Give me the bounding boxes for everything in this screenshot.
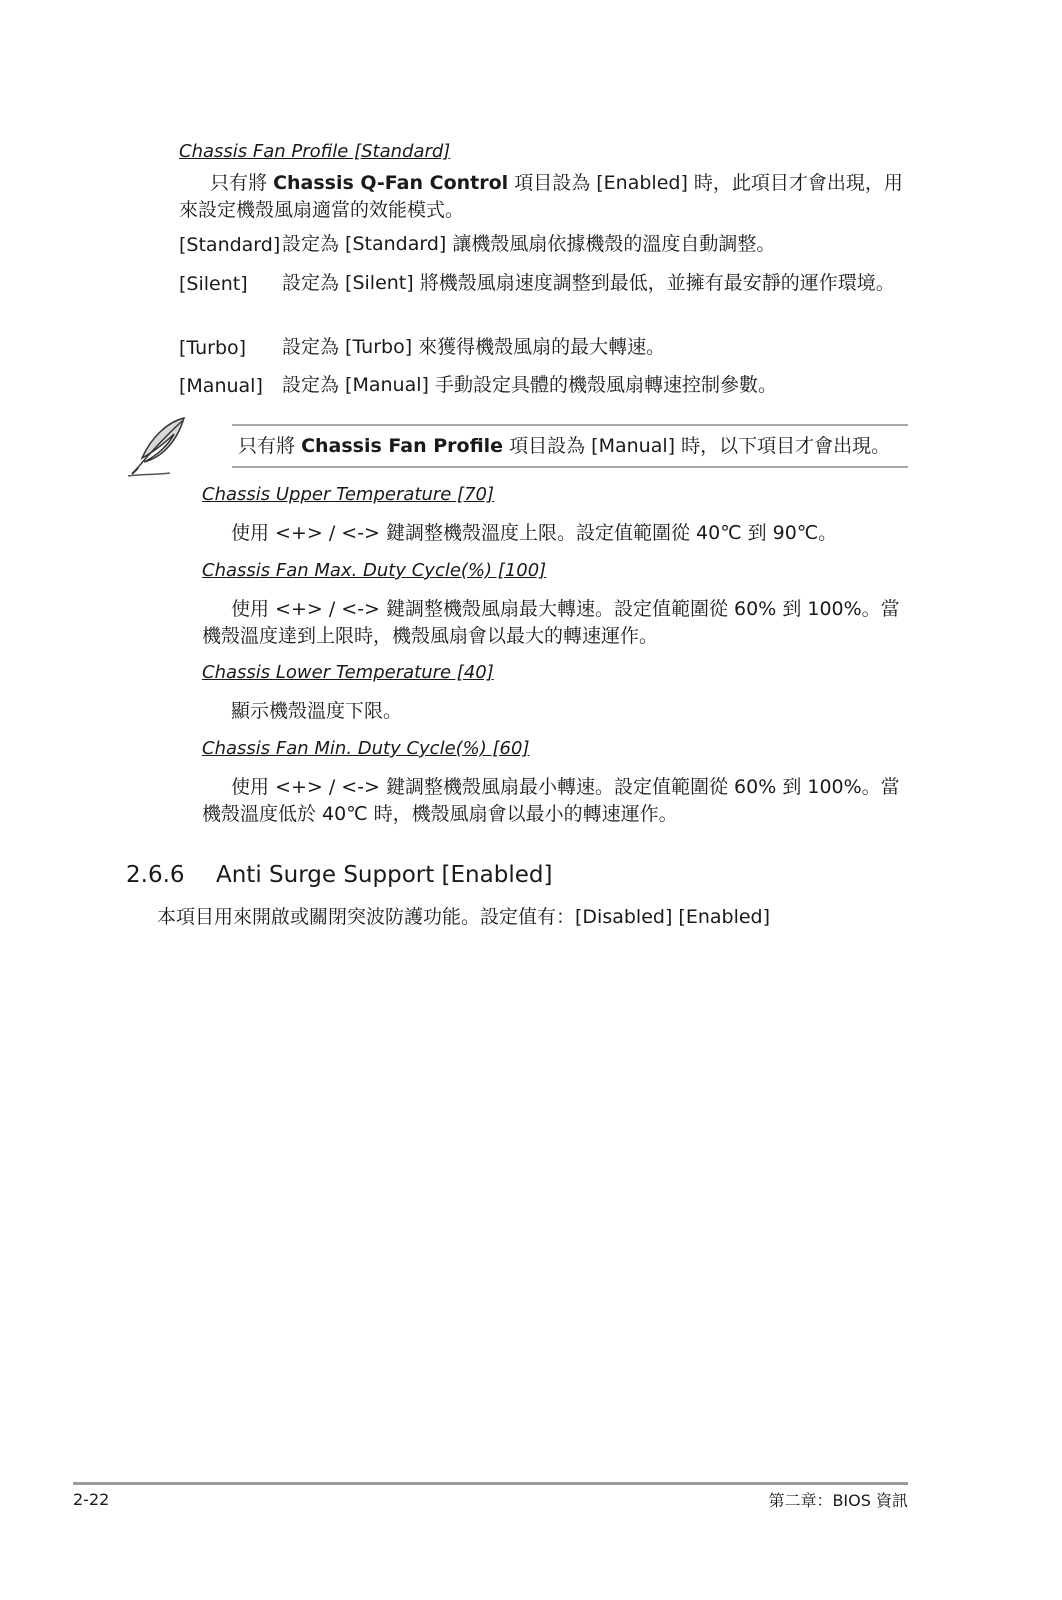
option-key-standard: [Standard] [179, 234, 281, 256]
option-desc-manual: 設定為 [Manual] 手動設定具體的機殼風扇轉速控制參數。 [282, 374, 777, 396]
feather-pen-icon [124, 414, 190, 480]
max-duty-desc: 使用 <+> / <-> 鍵調整機殼風扇最大轉速。設定值範圍從 60% 到 100%。當機殼溫度達到上限時，機殼風扇會以最大的轉速運作。 [202, 598, 900, 647]
note-text [238, 433, 890, 460]
intro-bold: Chassis Q-Fan Control [273, 172, 509, 194]
fan-profile-intro [179, 170, 911, 224]
min-duty-title: Chassis Fan Min. Duty Cycle(%) [60] [202, 738, 530, 759]
section-title: Anti Surge Support [Enabled] [216, 862, 553, 888]
note-bold: Chassis Fan Profile [301, 435, 504, 457]
note-bottom-rule [232, 466, 908, 468]
note-prefix: 只有將 [238, 435, 296, 457]
lower-temp-desc: 顯示機殼溫度下限。 [231, 700, 403, 722]
section-number: 2.6.6 [126, 862, 185, 888]
note-suffix: 項目設為 [Manual] 時，以下項目才會出現。 [509, 435, 891, 457]
intro-suffix: 項目設為 [Enabled] 時，此項目才會出現，用來設定機殼風扇適當的效能模式。 [179, 172, 903, 221]
option-key-manual: [Manual] [179, 375, 263, 397]
page-number: 2-22 [73, 1490, 110, 1509]
intro-prefix: 只有將 [210, 172, 268, 194]
fan-profile-title: Chassis Fan Profile [Standard] [179, 141, 451, 162]
option-desc-turbo: 設定為 [Turbo] 來獲得機殼風扇的最大轉速。 [282, 336, 666, 358]
option-desc-silent: 設定為 [Silent] 將機殼風扇速度調整到最低，並擁有最安靜的運作環境。 [282, 272, 895, 294]
option-key-turbo: [Turbo] [179, 337, 247, 359]
max-duty-title: Chassis Fan Max. Duty Cycle(%) [100] [202, 560, 547, 581]
upper-temp-title: Chassis Upper Temperature [70] [202, 484, 495, 505]
option-desc-standard: 設定為 [Standard] 讓機殼風扇依據機殼的溫度自動調整。 [282, 233, 776, 255]
option-key-silent: [Silent] [179, 273, 248, 295]
chapter-label: 第二章：BIOS 資訊 [768, 1491, 908, 1510]
footer-rule [73, 1482, 908, 1485]
upper-temp-desc: 使用 <+> / <-> 鍵調整機殼溫度上限。設定值範圍從 40℃ 到 90℃。 [231, 522, 838, 544]
note-top-rule [232, 424, 908, 426]
section-desc: 本項目用來開啟或關閉突波防護功能。設定值有：[Disabled] [Enabled] [157, 906, 771, 928]
lower-temp-title: Chassis Lower Temperature [40] [202, 662, 494, 683]
min-duty-desc: 使用 <+> / <-> 鍵調整機殼風扇最小轉速。設定值範圍從 60% 到 100%。當機殼溫度低於 40℃ 時，機殼風扇會以最小的轉速運作。 [202, 776, 900, 825]
